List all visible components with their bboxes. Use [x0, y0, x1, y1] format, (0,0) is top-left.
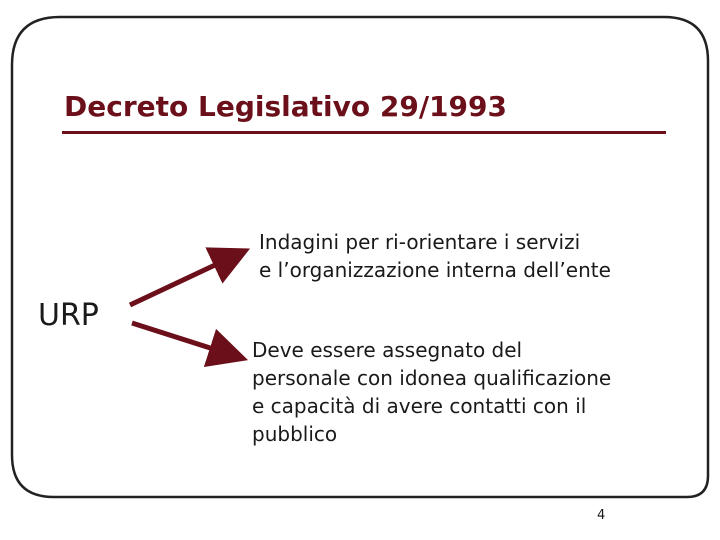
branch-top-line: e l’organizzazione interna dell’ente [259, 258, 611, 282]
branch-bottom-line: Deve essere assegnato del [252, 338, 523, 362]
slide-title: Decreto Legislativo 29/1993 [64, 90, 507, 123]
branch-top-text [259, 228, 611, 284]
branch-bottom-line: e capacità di avere contatti con il [252, 394, 587, 418]
urp-label: URP [38, 298, 99, 333]
branch-top-line: Indagini per ri-orientare i servizi [259, 230, 581, 254]
branch-bottom-line: pubblico [252, 422, 338, 446]
branch-bottom-text [252, 336, 611, 448]
page-number: 4 [597, 508, 606, 523]
branch-bottom-line: personale con idonea qualificazione [252, 366, 612, 390]
arrow-up-right-icon [130, 257, 232, 305]
arrow-down-right-icon [132, 323, 229, 354]
